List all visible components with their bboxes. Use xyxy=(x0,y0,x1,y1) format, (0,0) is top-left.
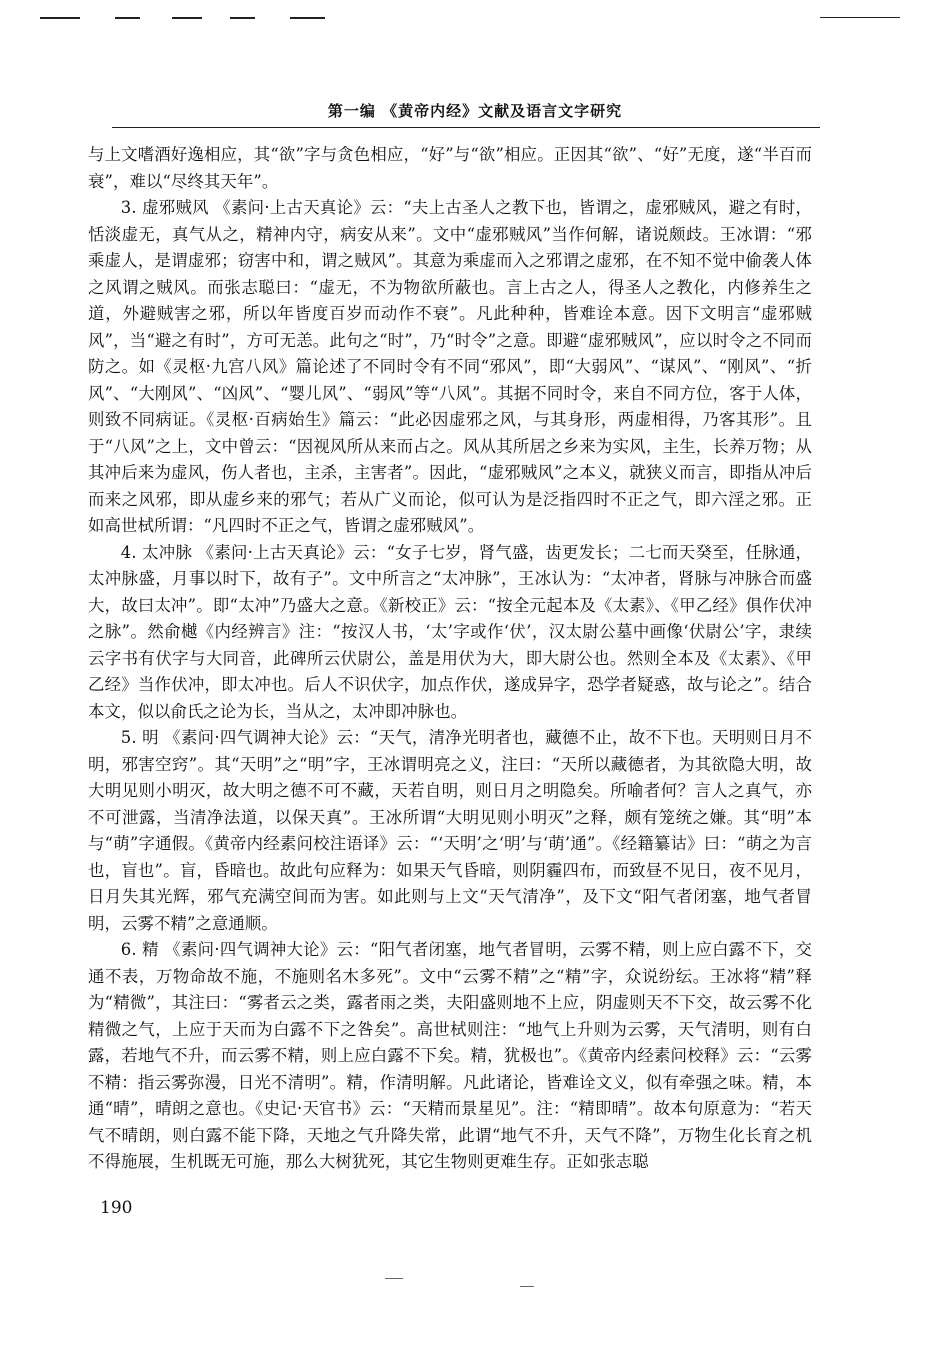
page-number: 190 xyxy=(100,1198,133,1218)
running-header: 第一编 《黄帝内经》文献及语言文字研究 xyxy=(327,102,623,120)
page-body xyxy=(88,142,812,1176)
scan-speck xyxy=(520,1286,534,1287)
top-dash-rule xyxy=(172,17,202,19)
top-dash-rule xyxy=(290,17,325,19)
paragraph: 4. 太冲脉 《素问·上古天真论》云：“女子七岁，肾气盛，齿更发长；二七而天癸至，任脉通，太冲脉盛，月事以时下，故有子”。文中所言之“太冲脉”，王冰认为：“太冲者，肾脉与冲脉合而盛大，故曰太冲”。即“太冲”乃盛大之意。《新校正》云：“按全元起本及《太素》、《甲乙经》俱作伏冲之脉”。然俞樾《内经辨言》注：“按汉人书，‘太’字或作‘伏’，汉太尉公墓中画像‘伏尉公’字，隶续云字书有伏字与大同音，此碑所云伏尉公，盖是用伏为大，即大尉公也。然则全本及《太素》、《甲乙经》当作伏冲，即太冲也。后人不识伏字，加点作伏，遂成异字，恐学者疑惑，故与论之”。结合本文，似以俞氏之论为长，当从之，太冲即冲脉也。 xyxy=(88,542,812,721)
header-rule xyxy=(112,127,820,128)
top-dash-rule xyxy=(115,17,140,19)
paragraph: 3. 虚邪贼风 《素问·上古天真论》云：“夫上古圣人之教下也，皆谓之，虚邪贼风，避之有时，恬淡虚无，真气从之，精神内守，病安从来”。文中“虚邪贼风”当作何解，诸说颇歧。王冰谓：“邪乘虚人，是谓虚邪；窃害中和，谓之贼风”。其意为乘虚而入之邪谓之虚邪，在不知不觉中偷袭人体之风谓之贼风。而张志聪曰：“虚无，不为物欲所蔽也。言上古之人，得圣人之教化，内修养生之道，外避贼害之邪，所以年皆度百岁而动作不衰”。凡此种种，皆难诠本意。因下文明言“虚邪贼风”，当“避之有时”，方可无恙。此句之“时”，乃“时令”之意。即避“虚邪贼风”，应以时令之不同而防之。如《灵枢·九宫八风》篇论述了不同时令有不同“邪风”，即“大弱风”、“谋风”、“刚风”、“折风”、“大刚风”、“凶风”、“婴儿风”、“弱风”等“八风”。其据不同时令，来自不同方位，客于人体，则致不同病证。《灵枢·百病始生》篇云：“此必因虚邪之风，与其身形，两虚相得，乃客其形”。且于“八风”之上，文中曾云：“因视风所从来而占之。风从其所居之乡来为实风，主生，长养万物；从其冲后来为虚风，伤人者也，主杀，主害者”。因此，“虚邪贼风”之本义，就狭义而言，即指从冲后而来之风邪，即从虚乡来的邪气；若从广义而论，似可认为是泛指四时不正之气，即六淫之邪。正如高世栻所谓：“凡四时不正之气，皆谓之虚邪贼风”。 xyxy=(88,198,813,535)
top-dash-rule xyxy=(230,17,255,19)
scan-speck xyxy=(385,1278,403,1279)
top-dash-rule xyxy=(40,17,80,19)
paragraph: 5. 明 《素问·四气调神大论》云：“天气，清净光明者也，藏德不止，故不下也。天明则日月不明，邪害空窍”。其“天明”之“明”字，王冰谓明亮之义，注曰：“天所以藏德者，为其欲隐大明，故大明见则小明灭，故大明之德不可不藏，天若自明，则日月之明隐矣。所喻者何？言人之真气，亦不可泄露，当清净法道，以保天真”。王冰所谓“大明见则小明灭”之释，颇有笼统之嫌。其“明”本与“萌”字通假。《黄帝内经素问校注语译》云：“‘天明’之‘明’与‘萌’通”。《经籍纂诂》曰：“萌之为言也，盲也”。盲，昏暗也。故此句应释为：如果天气昏暗，则阴霾四布，而致昼不见日，夜不见月，日月失其光辉，邪气充满空间而为害。如此则与上文“天气清净”，及下文“阳气者闭塞，地气者冒明，云雾不精”之意通顺。 xyxy=(88,728,812,933)
top-dash-rule xyxy=(820,17,900,18)
paragraph: 6. 精 《素问·四气调神大论》云：“阳气者闭塞，地气者冒明，云雾不精，则上应白露不下，交通不表，万物命故不施，不施则名木多死”。文中“云雾不精”之“精”字，众说纷纭。王冰将“精”释为“精微”，其注曰：“雾者云之类，露者雨之类，夫阳盛则地不上应，阴虚则天不下交，故云雾不化精微之气，上应于天而为白露不下之咎矣”。高世栻则注：“地气上升则为云雾，天气清明，则有白露，若地气不升，而云雾不精，则上应白露不下矣。精，犹极也”。《黄帝内经素问校释》云：“云雾不精：指云雾弥漫，日光不清明”。精，作清明解。凡此诸论，皆难诠文义，似有牵强之味。精，本通“晴”，晴朗之意也。《史记·天官书》云：“天精而景星见”。注：“精即晴”。故本句原意为：“若天气不晴朗，则白露不能下降，天地之气升降失常，此谓“地气不升，天气不降”，万物生化长育之机不得施展，生机既无可施，那么大树犹死，其它生物则更难生存。正如张志聪 xyxy=(88,940,812,1171)
paragraph: 与上文嗜酒好逸相应，其“欲”字与贪色相应，“好”与“欲”相应。正因其“欲”、“好”无度，遂“半百而衰”，难以“尽终其天年”。 xyxy=(88,145,812,191)
